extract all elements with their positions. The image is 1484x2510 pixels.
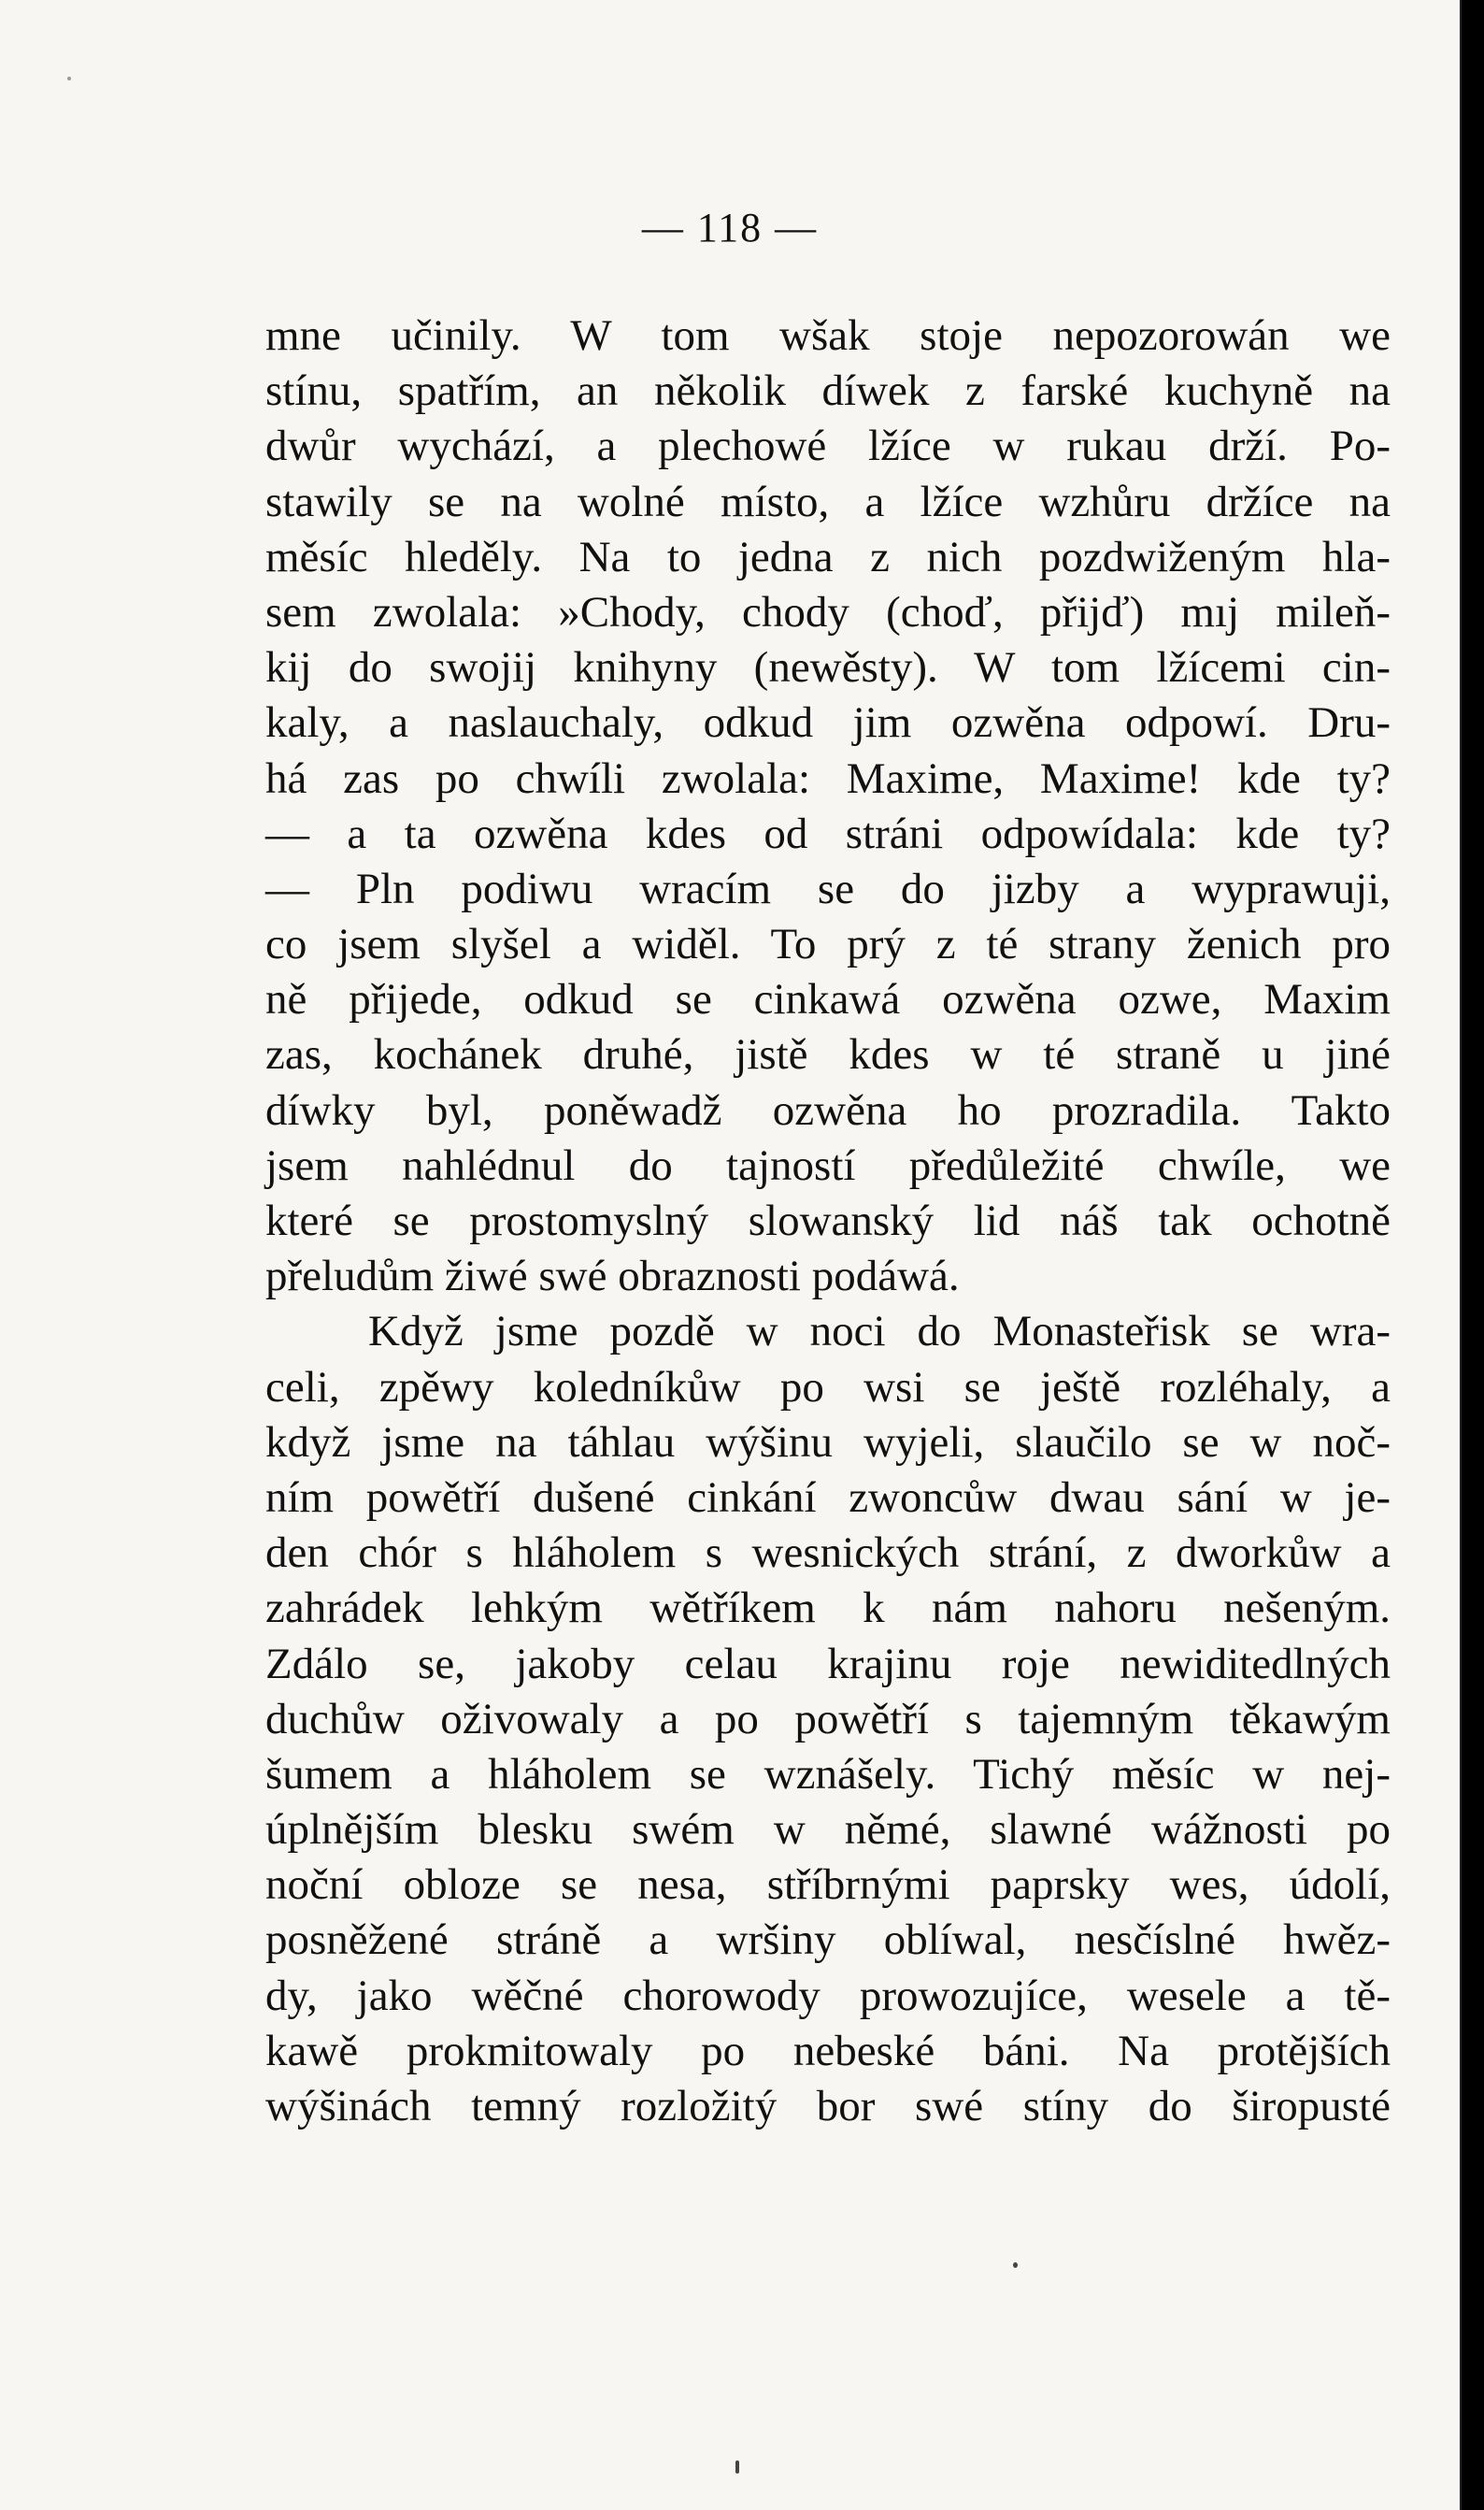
text-line: sem zwolala: »Chody, chody (choď, přijď) mıj mileň- xyxy=(265,587,1391,637)
text-line: zahrádek lehkým wětříkem k nám nahoru nešeným. xyxy=(265,1584,1391,1633)
text-line: co jsem slyšel a widěl. To prý z té strany ženich pro xyxy=(265,920,1391,969)
paper-speck xyxy=(735,2460,739,2474)
text-line: šumem a hláholem se wznášely. Tichý měsíc w nej- xyxy=(265,1749,1391,1799)
text-line: kawě prokmitowaly po nebeské báni. Na protějších xyxy=(265,2026,1391,2075)
text-line: zas, kochánek druhé, jistě kdes w té straně u jiné xyxy=(265,1030,1391,1080)
text-line: mne učinily. W tom wšak stoje nepozorowán we xyxy=(265,311,1391,360)
paper-speck xyxy=(1013,2262,1018,2268)
text-line: — a ta ozwěna kdes od stráni odpowídala: kde ty? xyxy=(265,809,1391,858)
text-line: celi, zpěwy koledníkůw po wsi se ještě rozléhaly, a xyxy=(265,1362,1391,1412)
text-line: Zdálo se, jakoby celau krajinu roje newiditedlných xyxy=(265,1639,1391,1688)
paper-speck xyxy=(67,77,71,80)
text-line: přeludům žiwé swé obraznosti podáwá. xyxy=(265,1252,960,1301)
text-line: Když jsme pozdě w noci do Monasteřisk se wra- xyxy=(368,1307,1391,1356)
text-line: kaly, a naslauchaly, odkud jim ozwěna odpowí. Dru- xyxy=(265,698,1391,748)
body-text xyxy=(265,308,1391,2134)
text-line: úplnějším blesku swém w němé, slawné wážnosti po xyxy=(265,1805,1391,1855)
text-line: měsíc hleděly. Na to jedna z nich pozdwiženým hla- xyxy=(265,532,1391,581)
text-line: ně přijede, odkud se cinkawá ozwěna ozwe, Maxim xyxy=(265,975,1391,1025)
text-line: které se prostomyslný slowanský lid náš tak ochotně xyxy=(265,1197,1391,1245)
page-number: — 118 — xyxy=(641,205,819,251)
text-line: wýšinách temný rozložitý bor swé stíny do širopusté xyxy=(265,2082,1391,2130)
text-line: ním powětří dušené cinkání zwoncůw dwau sání w je- xyxy=(265,1472,1391,1522)
text-line: když jsme na táhlau wýšinu wyjeli, slaučilo se w noč- xyxy=(265,1417,1391,1467)
text-line: — Pln podiwu wracím se do jizby a wyprawuji, xyxy=(265,864,1391,913)
text-line: dwůr wychází, a plechowé lžíce w rukau drží. Po- xyxy=(265,422,1391,471)
text-line: posněžené stráně a wršiny oblíwal, nesčíslné hwěz- xyxy=(265,1915,1391,1965)
text-line: kij do swojij knihyny (newěsty). W tom lžícemi cin- xyxy=(265,643,1391,693)
text-line: duchůw oživowaly a po powětří s tajemným těkawým xyxy=(265,1694,1391,1743)
text-line: jsem nahlédnul do tajností předůležité chwíle, we xyxy=(265,1140,1391,1190)
text-line: stínu, spatřím, an několik díwek z farské kuchyně na xyxy=(265,366,1391,416)
text-line: stawily se na wolné místo, a lžíce wzhůru držíce na xyxy=(265,477,1391,526)
text-line: dy, jako wěčné chorowody prowozujíce, wesele a tě- xyxy=(265,1971,1391,2020)
text-line: den chór s hláholem s wesnických strání, z dworkůw a xyxy=(265,1528,1391,1578)
text-line: noční obloze se nesa, stříbrnými paprsky wes, údolí, xyxy=(265,1860,1391,1910)
text-line: díwky byl, poněwadž ozwěna ho prozradila. Takto xyxy=(265,1085,1391,1135)
text-line: há zas po chwíli zwolala: Maxime, Maxime! kde ty? xyxy=(265,753,1391,803)
